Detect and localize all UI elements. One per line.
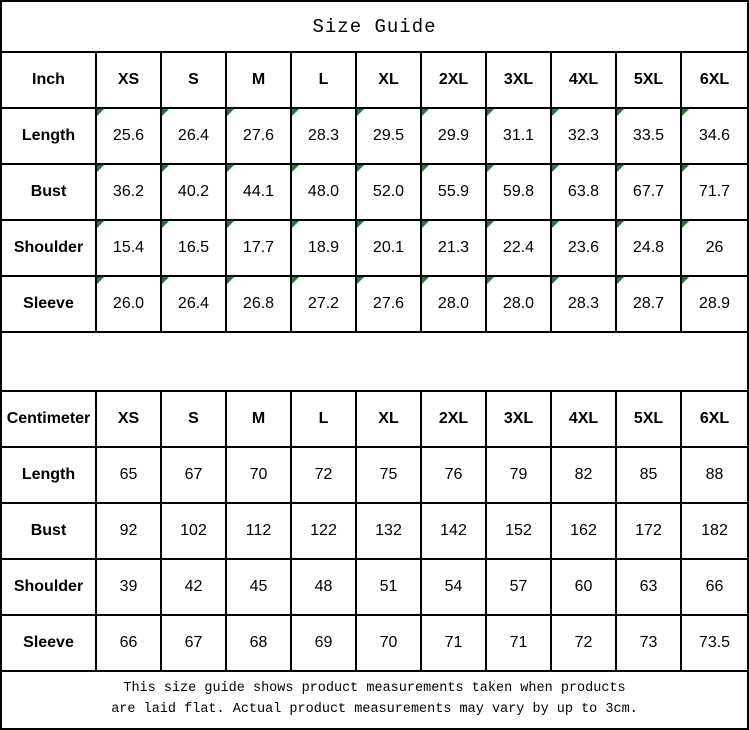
inch-value-cell bbox=[162, 165, 227, 221]
centimeter-value-cell bbox=[682, 616, 747, 672]
green-triangle-marker-icon bbox=[162, 165, 169, 172]
cell-text: 79 bbox=[509, 466, 528, 483]
cell-text: 72 bbox=[574, 634, 593, 651]
centimeter-value-cell bbox=[357, 616, 422, 672]
cell-text: 68 bbox=[249, 634, 268, 651]
cell-text: 142 bbox=[440, 522, 467, 539]
centimeter-size-table bbox=[2, 392, 747, 672]
cell-text: 85 bbox=[639, 466, 658, 483]
cell-text: 29.5 bbox=[372, 127, 405, 144]
centimeter-value-cell bbox=[422, 448, 487, 504]
green-triangle-marker-icon bbox=[227, 221, 234, 228]
cell-text: L bbox=[318, 410, 329, 427]
centimeter-value-cell bbox=[487, 504, 552, 560]
centimeter-row-label-cell bbox=[2, 616, 97, 672]
inch-value-cell bbox=[422, 221, 487, 277]
cell-text: XS bbox=[117, 71, 140, 88]
inch-size-header-cell bbox=[357, 53, 422, 109]
cell-text: 26 bbox=[705, 239, 724, 256]
inch-value-cell bbox=[617, 221, 682, 277]
cell-text: 5XL bbox=[633, 410, 664, 427]
green-triangle-marker-icon bbox=[292, 165, 299, 172]
centimeter-value-cell bbox=[162, 560, 227, 616]
green-triangle-marker-icon bbox=[97, 277, 104, 284]
inch-value-cell bbox=[292, 165, 357, 221]
cell-text: 182 bbox=[701, 522, 728, 539]
cell-text: 65 bbox=[119, 466, 138, 483]
green-triangle-marker-icon bbox=[357, 277, 364, 284]
cell-text: 4XL bbox=[568, 71, 599, 88]
inch-value-cell bbox=[552, 221, 617, 277]
green-triangle-marker-icon bbox=[617, 165, 624, 172]
cell-text: Shoulder bbox=[13, 239, 84, 256]
cell-text: 34.6 bbox=[698, 127, 731, 144]
centimeter-value-cell bbox=[422, 616, 487, 672]
centimeter-value-cell bbox=[682, 448, 747, 504]
centimeter-value-cell bbox=[162, 616, 227, 672]
inch-row-label-cell bbox=[2, 221, 97, 277]
inch-value-cell bbox=[357, 277, 422, 333]
cell-text: 42 bbox=[184, 578, 203, 595]
green-triangle-marker-icon bbox=[97, 221, 104, 228]
inch-value-cell bbox=[617, 165, 682, 221]
centimeter-value-cell bbox=[97, 448, 162, 504]
centimeter-size-header-cell bbox=[97, 392, 162, 448]
green-triangle-marker-icon bbox=[292, 277, 299, 284]
inch-size-table bbox=[2, 53, 747, 333]
inch-size-header-cell bbox=[97, 53, 162, 109]
cell-text: 2XL bbox=[438, 410, 469, 427]
cell-text: 28.3 bbox=[567, 295, 600, 312]
cell-text: 26.0 bbox=[112, 295, 145, 312]
inch-size-header-cell bbox=[227, 53, 292, 109]
centimeter-value-cell bbox=[97, 616, 162, 672]
cell-text: 3XL bbox=[503, 71, 534, 88]
cell-text: 4XL bbox=[568, 410, 599, 427]
cell-text: 26.4 bbox=[177, 295, 210, 312]
green-triangle-marker-icon bbox=[552, 221, 559, 228]
centimeter-value-cell bbox=[617, 560, 682, 616]
inch-value-cell bbox=[487, 165, 552, 221]
inch-value-cell bbox=[292, 221, 357, 277]
cell-text: 66 bbox=[119, 634, 138, 651]
inch-value-cell bbox=[682, 277, 747, 333]
cell-text: 23.6 bbox=[567, 239, 600, 256]
inch-value-cell bbox=[162, 109, 227, 165]
centimeter-value-cell bbox=[162, 504, 227, 560]
inch-value-cell bbox=[552, 109, 617, 165]
cell-text: Centimeter bbox=[6, 410, 91, 427]
cell-text: 67 bbox=[184, 634, 203, 651]
centimeter-value-cell bbox=[617, 616, 682, 672]
cell-text: 40.2 bbox=[177, 183, 210, 200]
centimeter-value-cell bbox=[617, 504, 682, 560]
inch-size-header-cell bbox=[552, 53, 617, 109]
centimeter-row-label-cell bbox=[2, 448, 97, 504]
cell-text: 76 bbox=[444, 466, 463, 483]
cell-text: 26.8 bbox=[242, 295, 275, 312]
inch-row-label-cell bbox=[2, 109, 97, 165]
cell-text: 88 bbox=[705, 466, 724, 483]
centimeter-value-cell bbox=[552, 448, 617, 504]
cell-text: 51 bbox=[379, 578, 398, 595]
centimeter-size-header-cell bbox=[487, 392, 552, 448]
cell-text: 27.6 bbox=[242, 127, 275, 144]
inch-value-cell bbox=[97, 221, 162, 277]
green-triangle-marker-icon bbox=[617, 109, 624, 116]
cell-text: Inch bbox=[32, 71, 65, 88]
green-triangle-marker-icon bbox=[422, 109, 429, 116]
centimeter-value-cell bbox=[487, 616, 552, 672]
inch-value-cell bbox=[682, 165, 747, 221]
cell-text: 28.9 bbox=[698, 295, 731, 312]
cell-text: 15.4 bbox=[112, 239, 145, 256]
cell-text: 39 bbox=[119, 578, 138, 595]
cell-text: M bbox=[251, 71, 266, 88]
inch-size-header-cell bbox=[487, 53, 552, 109]
inch-value-cell bbox=[487, 221, 552, 277]
cell-text: 20.1 bbox=[372, 239, 405, 256]
green-triangle-marker-icon bbox=[97, 109, 104, 116]
green-triangle-marker-icon bbox=[162, 277, 169, 284]
green-triangle-marker-icon bbox=[97, 165, 104, 172]
centimeter-size-header-cell bbox=[357, 392, 422, 448]
green-triangle-marker-icon bbox=[487, 221, 494, 228]
centimeter-size-header-cell bbox=[617, 392, 682, 448]
cell-text: 57 bbox=[509, 578, 528, 595]
cell-text: 112 bbox=[245, 522, 272, 539]
cell-text: 21.3 bbox=[437, 239, 470, 256]
green-triangle-marker-icon bbox=[357, 109, 364, 116]
inch-value-cell bbox=[422, 277, 487, 333]
footer-note-line-1: This size guide shows product measurements taken when products bbox=[123, 681, 626, 697]
cell-text: 55.9 bbox=[437, 183, 470, 200]
cell-text: 69 bbox=[314, 634, 333, 651]
cell-text: 59.8 bbox=[502, 183, 535, 200]
cell-text: Sleeve bbox=[23, 634, 74, 651]
cell-text: 16.5 bbox=[177, 239, 210, 256]
green-triangle-marker-icon bbox=[682, 165, 689, 172]
cell-text: 27.6 bbox=[372, 295, 405, 312]
centimeter-value-cell bbox=[487, 448, 552, 504]
centimeter-value-cell bbox=[682, 560, 747, 616]
green-triangle-marker-icon bbox=[487, 165, 494, 172]
green-triangle-marker-icon bbox=[162, 109, 169, 116]
cell-text: 48.0 bbox=[307, 183, 340, 200]
green-triangle-marker-icon bbox=[422, 277, 429, 284]
cell-text: 44.1 bbox=[242, 183, 275, 200]
centimeter-value-cell bbox=[357, 448, 422, 504]
centimeter-value-cell bbox=[97, 560, 162, 616]
cell-text: 162 bbox=[570, 522, 597, 539]
cell-text: Bust bbox=[30, 522, 67, 539]
footer-note bbox=[2, 672, 747, 728]
inch-value-cell bbox=[617, 109, 682, 165]
green-triangle-marker-icon bbox=[682, 221, 689, 228]
cell-text: 28.0 bbox=[502, 295, 535, 312]
cell-text: 67 bbox=[184, 466, 203, 483]
cell-text: S bbox=[188, 410, 199, 427]
green-triangle-marker-icon bbox=[617, 221, 624, 228]
cell-text: Length bbox=[21, 127, 76, 144]
cell-text: 29.9 bbox=[437, 127, 470, 144]
centimeter-row-label-cell bbox=[2, 504, 97, 560]
cell-text: 132 bbox=[375, 522, 402, 539]
cell-text: 33.5 bbox=[632, 127, 665, 144]
cell-text: 36.2 bbox=[112, 183, 145, 200]
cell-text: 71.7 bbox=[698, 183, 731, 200]
inch-value-cell bbox=[227, 165, 292, 221]
inch-value-cell bbox=[357, 165, 422, 221]
cell-text: 73.5 bbox=[698, 634, 731, 651]
inch-value-cell bbox=[552, 277, 617, 333]
green-triangle-marker-icon bbox=[422, 165, 429, 172]
centimeter-value-cell bbox=[552, 616, 617, 672]
inch-size-header-cell bbox=[292, 53, 357, 109]
centimeter-value-cell bbox=[292, 448, 357, 504]
cell-text: 2XL bbox=[438, 71, 469, 88]
centimeter-value-cell bbox=[227, 616, 292, 672]
cell-text: M bbox=[251, 410, 266, 427]
inch-value-cell bbox=[162, 221, 227, 277]
cell-text: 63.8 bbox=[567, 183, 600, 200]
cell-text: 54 bbox=[444, 578, 463, 595]
cell-text: 71 bbox=[444, 634, 463, 651]
green-triangle-marker-icon bbox=[682, 277, 689, 284]
cell-text: 22.4 bbox=[502, 239, 535, 256]
inch-value-cell bbox=[357, 109, 422, 165]
centimeter-size-header-cell bbox=[292, 392, 357, 448]
cell-text: 63 bbox=[639, 578, 658, 595]
inch-value-cell bbox=[97, 277, 162, 333]
cell-text: 48 bbox=[314, 578, 333, 595]
inch-value-cell bbox=[682, 221, 747, 277]
cell-text: 6XL bbox=[699, 71, 730, 88]
cell-text: 28.3 bbox=[307, 127, 340, 144]
inch-value-cell bbox=[162, 277, 227, 333]
inch-value-cell bbox=[227, 109, 292, 165]
cell-text: XS bbox=[117, 410, 140, 427]
cell-text: Sleeve bbox=[23, 295, 74, 312]
centimeter-value-cell bbox=[552, 504, 617, 560]
centimeter-row-label-cell bbox=[2, 560, 97, 616]
green-triangle-marker-icon bbox=[292, 109, 299, 116]
green-triangle-marker-icon bbox=[552, 165, 559, 172]
inch-row-label-cell bbox=[2, 277, 97, 333]
cell-text: S bbox=[188, 71, 199, 88]
inch-unit-label-cell bbox=[2, 53, 97, 109]
inch-value-cell bbox=[422, 165, 487, 221]
cell-text: XL bbox=[378, 410, 399, 427]
centimeter-value-cell bbox=[357, 504, 422, 560]
cell-text: Bust bbox=[30, 183, 67, 200]
centimeter-value-cell bbox=[422, 560, 487, 616]
cell-text: Length bbox=[21, 466, 76, 483]
centimeter-value-cell bbox=[162, 448, 227, 504]
centimeter-value-cell bbox=[552, 560, 617, 616]
inch-value-cell bbox=[552, 165, 617, 221]
green-triangle-marker-icon bbox=[487, 277, 494, 284]
centimeter-size-header-cell bbox=[682, 392, 747, 448]
green-triangle-marker-icon bbox=[617, 277, 624, 284]
green-triangle-marker-icon bbox=[227, 277, 234, 284]
green-triangle-marker-icon bbox=[357, 221, 364, 228]
cell-text: 25.6 bbox=[112, 127, 145, 144]
centimeter-size-header-cell bbox=[227, 392, 292, 448]
green-triangle-marker-icon bbox=[357, 165, 364, 172]
cell-text: 82 bbox=[574, 466, 593, 483]
centimeter-value-cell bbox=[292, 560, 357, 616]
cell-text: 60 bbox=[574, 578, 593, 595]
centimeter-size-header-cell bbox=[162, 392, 227, 448]
green-triangle-marker-icon bbox=[552, 277, 559, 284]
inch-value-cell bbox=[487, 277, 552, 333]
cell-text: 75 bbox=[379, 466, 398, 483]
green-triangle-marker-icon bbox=[292, 221, 299, 228]
cell-text: 52.0 bbox=[372, 183, 405, 200]
inch-value-cell bbox=[682, 109, 747, 165]
page-title: Size Guide bbox=[2, 2, 747, 53]
cell-text: L bbox=[318, 71, 329, 88]
inch-size-header-cell bbox=[422, 53, 487, 109]
inch-value-cell bbox=[617, 277, 682, 333]
cell-text: 27.2 bbox=[307, 295, 340, 312]
centimeter-value-cell bbox=[227, 560, 292, 616]
inch-value-cell bbox=[422, 109, 487, 165]
inch-size-header-cell bbox=[617, 53, 682, 109]
cell-text: 31.1 bbox=[502, 127, 535, 144]
cell-text: 18.9 bbox=[307, 239, 340, 256]
green-triangle-marker-icon bbox=[227, 165, 234, 172]
inch-value-cell bbox=[97, 109, 162, 165]
green-triangle-marker-icon bbox=[227, 109, 234, 116]
inch-value-cell bbox=[487, 109, 552, 165]
cell-text: XL bbox=[378, 71, 399, 88]
centimeter-size-header-cell bbox=[552, 392, 617, 448]
cell-text: 28.7 bbox=[632, 295, 665, 312]
centimeter-value-cell bbox=[227, 504, 292, 560]
cell-text: 70 bbox=[249, 466, 268, 483]
cell-text: 17.7 bbox=[242, 239, 275, 256]
centimeter-value-cell bbox=[617, 448, 682, 504]
inch-value-cell bbox=[227, 277, 292, 333]
green-triangle-marker-icon bbox=[422, 221, 429, 228]
centimeter-value-cell bbox=[292, 616, 357, 672]
cell-text: 24.8 bbox=[632, 239, 665, 256]
inch-value-cell bbox=[97, 165, 162, 221]
green-triangle-marker-icon bbox=[682, 109, 689, 116]
cell-text: 92 bbox=[119, 522, 138, 539]
centimeter-value-cell bbox=[487, 560, 552, 616]
inch-size-header-cell bbox=[162, 53, 227, 109]
cell-text: 45 bbox=[249, 578, 268, 595]
centimeter-unit-label-cell bbox=[2, 392, 97, 448]
cell-text: 26.4 bbox=[177, 127, 210, 144]
cell-text: 28.0 bbox=[437, 295, 470, 312]
table-spacer-row bbox=[2, 333, 747, 392]
cell-text: 71 bbox=[509, 634, 528, 651]
cell-text: 6XL bbox=[699, 410, 730, 427]
inch-value-cell bbox=[292, 109, 357, 165]
cell-text: 172 bbox=[635, 522, 662, 539]
centimeter-size-header-cell bbox=[422, 392, 487, 448]
green-triangle-marker-icon bbox=[552, 109, 559, 116]
cell-text: 32.3 bbox=[567, 127, 600, 144]
green-triangle-marker-icon bbox=[487, 109, 494, 116]
cell-text: 152 bbox=[505, 522, 532, 539]
cell-text: 3XL bbox=[503, 410, 534, 427]
cell-text: 67.7 bbox=[632, 183, 665, 200]
cell-text: 70 bbox=[379, 634, 398, 651]
inch-row-label-cell bbox=[2, 165, 97, 221]
cell-text: 5XL bbox=[633, 71, 664, 88]
inch-value-cell bbox=[292, 277, 357, 333]
cell-text: 102 bbox=[180, 522, 207, 539]
green-triangle-marker-icon bbox=[162, 221, 169, 228]
cell-text: 73 bbox=[639, 634, 658, 651]
cell-text: 122 bbox=[310, 522, 337, 539]
cell-text: 72 bbox=[314, 466, 333, 483]
centimeter-value-cell bbox=[97, 504, 162, 560]
centimeter-value-cell bbox=[227, 448, 292, 504]
inch-value-cell bbox=[227, 221, 292, 277]
centimeter-value-cell bbox=[682, 504, 747, 560]
centimeter-value-cell bbox=[357, 560, 422, 616]
cell-text: 66 bbox=[705, 578, 724, 595]
footer-note-line-2: are laid flat. Actual product measurements may vary by up to 3cm. bbox=[111, 702, 638, 717]
centimeter-value-cell bbox=[422, 504, 487, 560]
inch-size-header-cell bbox=[682, 53, 747, 109]
centimeter-value-cell bbox=[292, 504, 357, 560]
cell-text: Shoulder bbox=[13, 578, 84, 595]
inch-value-cell bbox=[357, 221, 422, 277]
